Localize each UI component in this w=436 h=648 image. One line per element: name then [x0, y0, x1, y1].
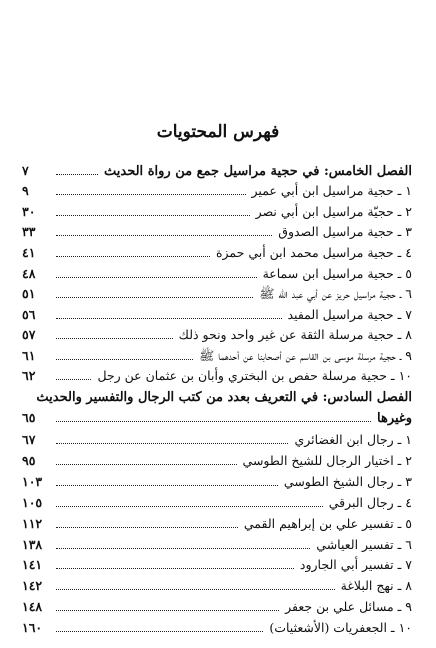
dot-leader [56, 307, 282, 319]
page-number: ١٠٥ [22, 495, 43, 510]
page-number: ١٤٨ [22, 599, 43, 614]
dot-leader [56, 163, 98, 175]
toc-entry [22, 266, 412, 284]
page-number: ٦٧ [22, 432, 36, 447]
entry-label: ٦ ـ تفسير العياشي [316, 537, 412, 552]
page-number: ١١٢ [22, 516, 43, 531]
entry-label: ٣ ـ حجية مراسيل الصدوق [278, 224, 412, 239]
entry-label: ٦ ـ حجية مراسيل حريز عن أبي عبد الله ﷺ [259, 286, 412, 301]
dot-leader [56, 204, 250, 216]
entry-label: ٤ ـ حجية مراسيل محمد ابن أبي حمزة [215, 245, 412, 260]
page-number: ٣٠ [22, 204, 36, 219]
entry-label: ٨ ـ نهج البلاغة [340, 578, 412, 593]
toc-entry [22, 557, 412, 575]
dot-leader [56, 432, 288, 444]
entry-label: ٧ ـ تفسير أبي الجارود [299, 557, 412, 572]
page-number: ١٠٣ [22, 474, 43, 489]
page-number: ٦١ [22, 348, 36, 363]
toc-entry [22, 474, 412, 492]
dot-leader [56, 368, 91, 380]
dot-leader [56, 557, 294, 569]
entry-label: ٥ ـ حجية مراسيل ابن سماعة [262, 266, 412, 281]
dot-leader [56, 183, 246, 195]
entry-label: ٢ ـ اختيار الرجال للشيخ الطوسي [242, 453, 412, 468]
entry-label: ٧ ـ حجية مراسيل المفيد [287, 307, 412, 322]
toc-entry [22, 327, 412, 345]
dot-leader [56, 410, 371, 422]
toc-entry-section5 [22, 163, 412, 181]
dot-leader [56, 495, 323, 507]
toc-entry [22, 245, 412, 263]
page-number: ١٦٠ [22, 620, 43, 635]
dot-leader [56, 245, 210, 257]
page-number: ١٤١ [22, 557, 43, 572]
toc-entry [22, 599, 412, 617]
toc-entry [22, 537, 412, 555]
page-number: ٩٥ [22, 453, 36, 468]
entry-label: الفصل الخامس: في حجية مراسيل جمع من رواة الحديث [104, 164, 412, 179]
page-number: ١٤٢ [22, 578, 43, 593]
dot-leader [56, 537, 310, 549]
entry-label: ١ ـ حجية مراسيل ابن أبي عمير [251, 183, 412, 198]
toc-entry [22, 495, 412, 513]
page-number: ٥١ [22, 286, 36, 301]
toc-entry [22, 620, 412, 638]
entry-label: ١٠ ـ حجية مرسلة حفص بن البختري وأبان بن عثمان عن رجل [97, 368, 412, 383]
dot-leader [56, 327, 173, 339]
toc-entry [22, 453, 412, 471]
page-number: ٦٢ [22, 368, 36, 383]
dot-leader [56, 578, 335, 590]
entry-label: ٥ ـ تفسير علي بن إبراهيم القمي [243, 516, 412, 531]
page-number: ٣٣ [22, 224, 36, 239]
page-number: ٥٦ [22, 307, 36, 322]
toc-entry [22, 432, 412, 450]
page-number: ٥٧ [22, 327, 36, 342]
entry-label: ١ ـ رجال ابن الغضائري [294, 432, 412, 447]
toc-entry [22, 578, 412, 596]
toc-entry [22, 204, 412, 222]
page-title: فهرس المحتويات [156, 122, 280, 142]
page-number: ١٣٨ [22, 537, 43, 552]
entry-label: ٨ ـ حجية مرسلة الثقة عن غير واحد ونحو ذلك [178, 327, 412, 342]
dot-leader [56, 599, 279, 611]
dot-leader [56, 453, 237, 465]
entry-label: ١٠ ـ الجعفريات (الأشعثيات) [269, 620, 412, 635]
dot-leader [56, 516, 238, 528]
dot-leader [56, 266, 257, 278]
page-number: ٤١ [22, 245, 36, 260]
entry-label: ٢ ـ حجيّة مراسيل ابن أبي نصر [255, 204, 412, 219]
entry-label: ٩ ـ مسائل علي بن جعفر [285, 599, 412, 614]
toc-entry [22, 516, 412, 534]
page-number: ٤٨ [22, 266, 36, 281]
entry-label: ٤ ـ رجال البرقي [328, 495, 412, 510]
page-number: ٦٥ [22, 410, 36, 425]
dot-leader [56, 474, 278, 486]
toc-entry [22, 183, 412, 201]
section6-heading-line1: الفصل السادس: في التعريف بعدد من كتب الرجال والتفسير والحديث [36, 390, 412, 405]
entry-label: ٣ ـ رجال الشيخ الطوسي [283, 474, 412, 489]
toc-entry-section6 [22, 410, 412, 428]
dot-leader [56, 286, 253, 298]
dot-leader [56, 348, 193, 360]
page-number: ٧ [22, 163, 29, 178]
dot-leader [56, 620, 263, 632]
dot-leader [56, 224, 272, 236]
section6-heading-line2: وغيرها [377, 411, 412, 426]
toc-entry [22, 348, 412, 366]
toc-entry [22, 307, 412, 325]
toc-entry [22, 286, 412, 304]
entry-label: ٩ ـ حجية مرسلة موسى بن القاسم عن أصحابنا عن أحدهما ﷺ [199, 348, 412, 363]
toc-entry [22, 224, 412, 242]
page-number: ٩ [22, 183, 29, 198]
toc-entry [22, 368, 412, 386]
